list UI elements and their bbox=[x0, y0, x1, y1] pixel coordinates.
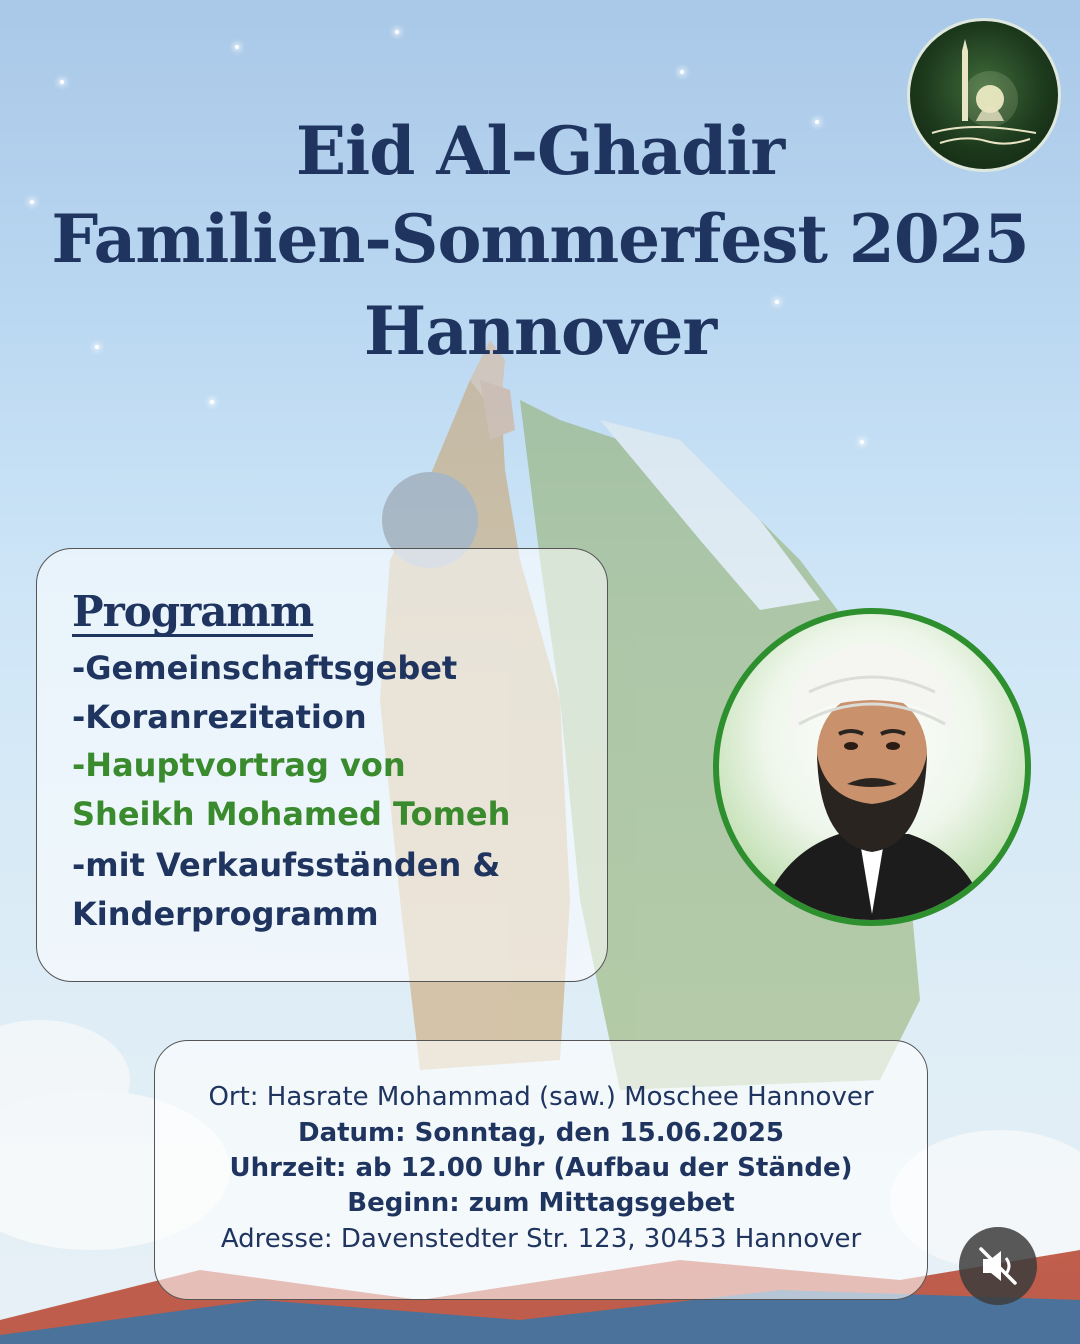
event-time: Uhrzeit: ab 12.00 Uhr (Aufbau der Stände) bbox=[229, 1153, 853, 1183]
title-line-3: Hannover bbox=[363, 292, 717, 370]
speaker-portrait bbox=[713, 608, 1031, 926]
event-date: Datum: Sonntag, den 15.06.2025 bbox=[297, 1118, 784, 1148]
mute-button[interactable] bbox=[959, 1227, 1037, 1305]
program-item: Kinderprogramm bbox=[72, 895, 379, 933]
speaker-portrait-icon bbox=[719, 614, 1025, 920]
muted-speaker-icon bbox=[959, 1227, 1037, 1305]
program-item: -Gemeinschaftsgebet bbox=[72, 649, 458, 687]
title-line-2: Familien-Sommerfest 2025 bbox=[51, 200, 1029, 278]
program-item-highlight: Sheikh Mohamed Tomeh bbox=[72, 795, 511, 833]
event-address: Adresse: Davenstedter Str. 123, 30453 Hannover bbox=[220, 1224, 862, 1254]
event-start: Beginn: zum Mittagsgebet bbox=[347, 1188, 735, 1218]
title-line-1: Eid Al-Ghadir bbox=[295, 112, 785, 190]
program-item-highlight: -Hauptvortrag von bbox=[72, 746, 406, 784]
event-location: Ort: Hasrate Mohammad (saw.) Moschee Hannover bbox=[208, 1082, 874, 1112]
program-item: -mit Verkaufsständen & bbox=[72, 846, 501, 884]
program-item: -Koranrezitation bbox=[72, 698, 367, 736]
program-heading: Programm bbox=[72, 587, 314, 636]
